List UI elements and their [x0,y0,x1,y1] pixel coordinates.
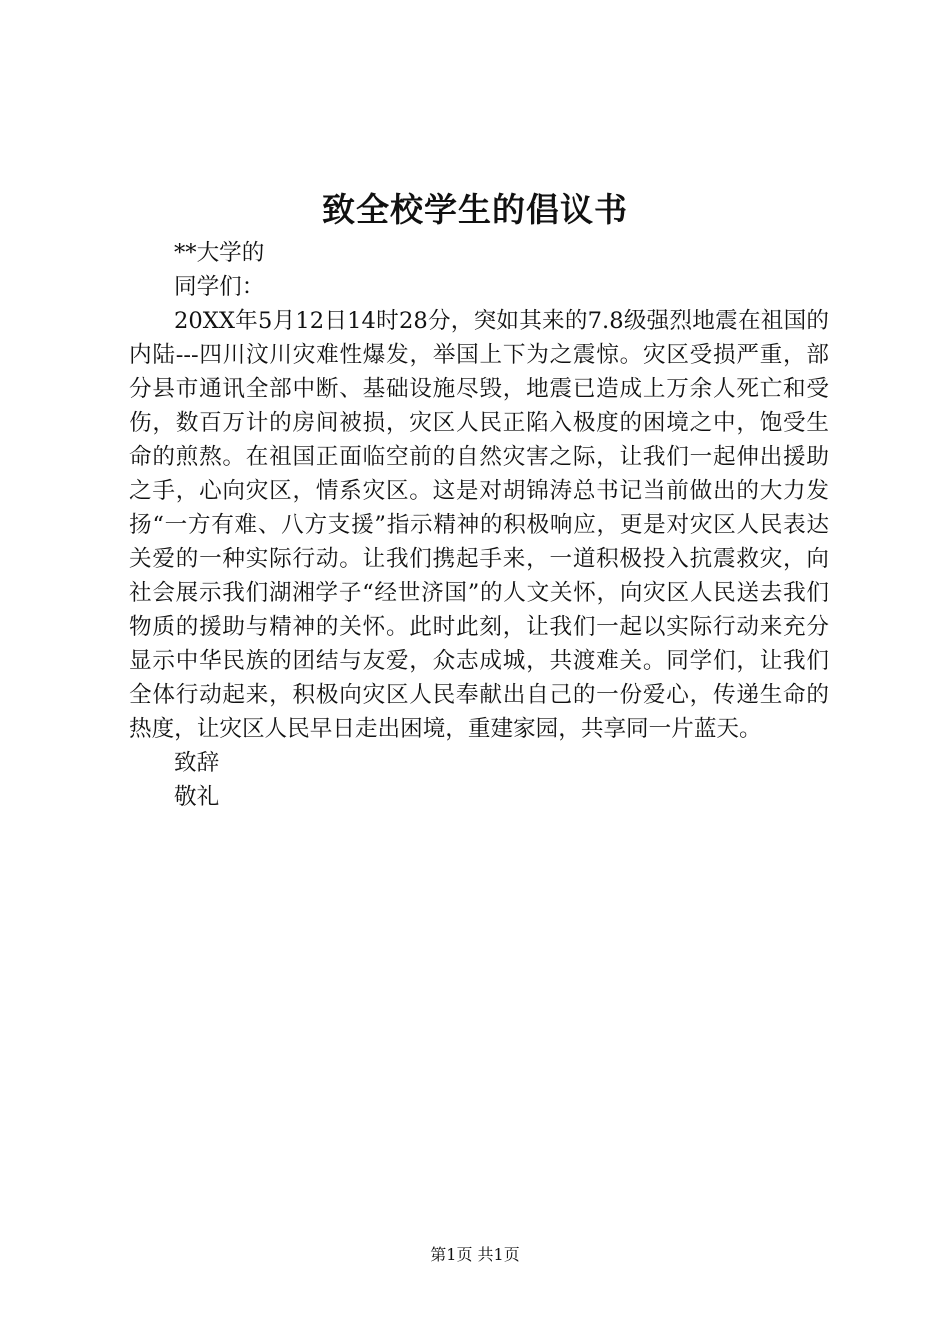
closing-line-2: 敬礼 [174,784,220,810]
page-footer: 第1页 共1页 [430,1245,520,1264]
body-paragraph: 20XX年5月12日14时28分，突如其来的7.8级强烈地震在祖国的内陆---四川汶川灾难性爆发，举国上下为之震惊。灾区受损严重，部分县市通讯全部中断、基础设施尽毁，地震已造成上万余人死亡和受伤，数百万计的房间被损，灾区人民正陷入极度的困境之中，饱受生命的煎熬。在祖国正面临空前的自然灾害之际，让我们一起伸出援助之手，心向灾区，情系灾区。这是对胡锦涛总书记当前做出的大力发扬“一方有难、八方支援”指示精神的积极响应，更是对灾区人民表达关爱的一种实际行动。让我们携起手来，一道积极投入抗震救灾，向社会展示我们湖湘学子“经世济国”的人文关怀，向灾区人民送去我们物质的援助与精神的关怀。此时此刻，让我们一起以实际行动来充分显示中华民族的团结与友爱，众志成城，共渡难关。同学们，让我们全体行动起来，积极向灾区人民奉献出自己的一份爱心，传递生命的热度，让灾区人民早日走出困境，重建家园，共享同一片蓝天。 [129,308,829,742]
salutation-line-1: **大学的 [174,240,265,266]
document-body [129,236,829,814]
salutation-line-2: 同学们： [174,274,265,300]
document-title: 致全校学生的倡议书 [322,190,628,229]
closing-line-1: 致辞 [174,750,220,776]
